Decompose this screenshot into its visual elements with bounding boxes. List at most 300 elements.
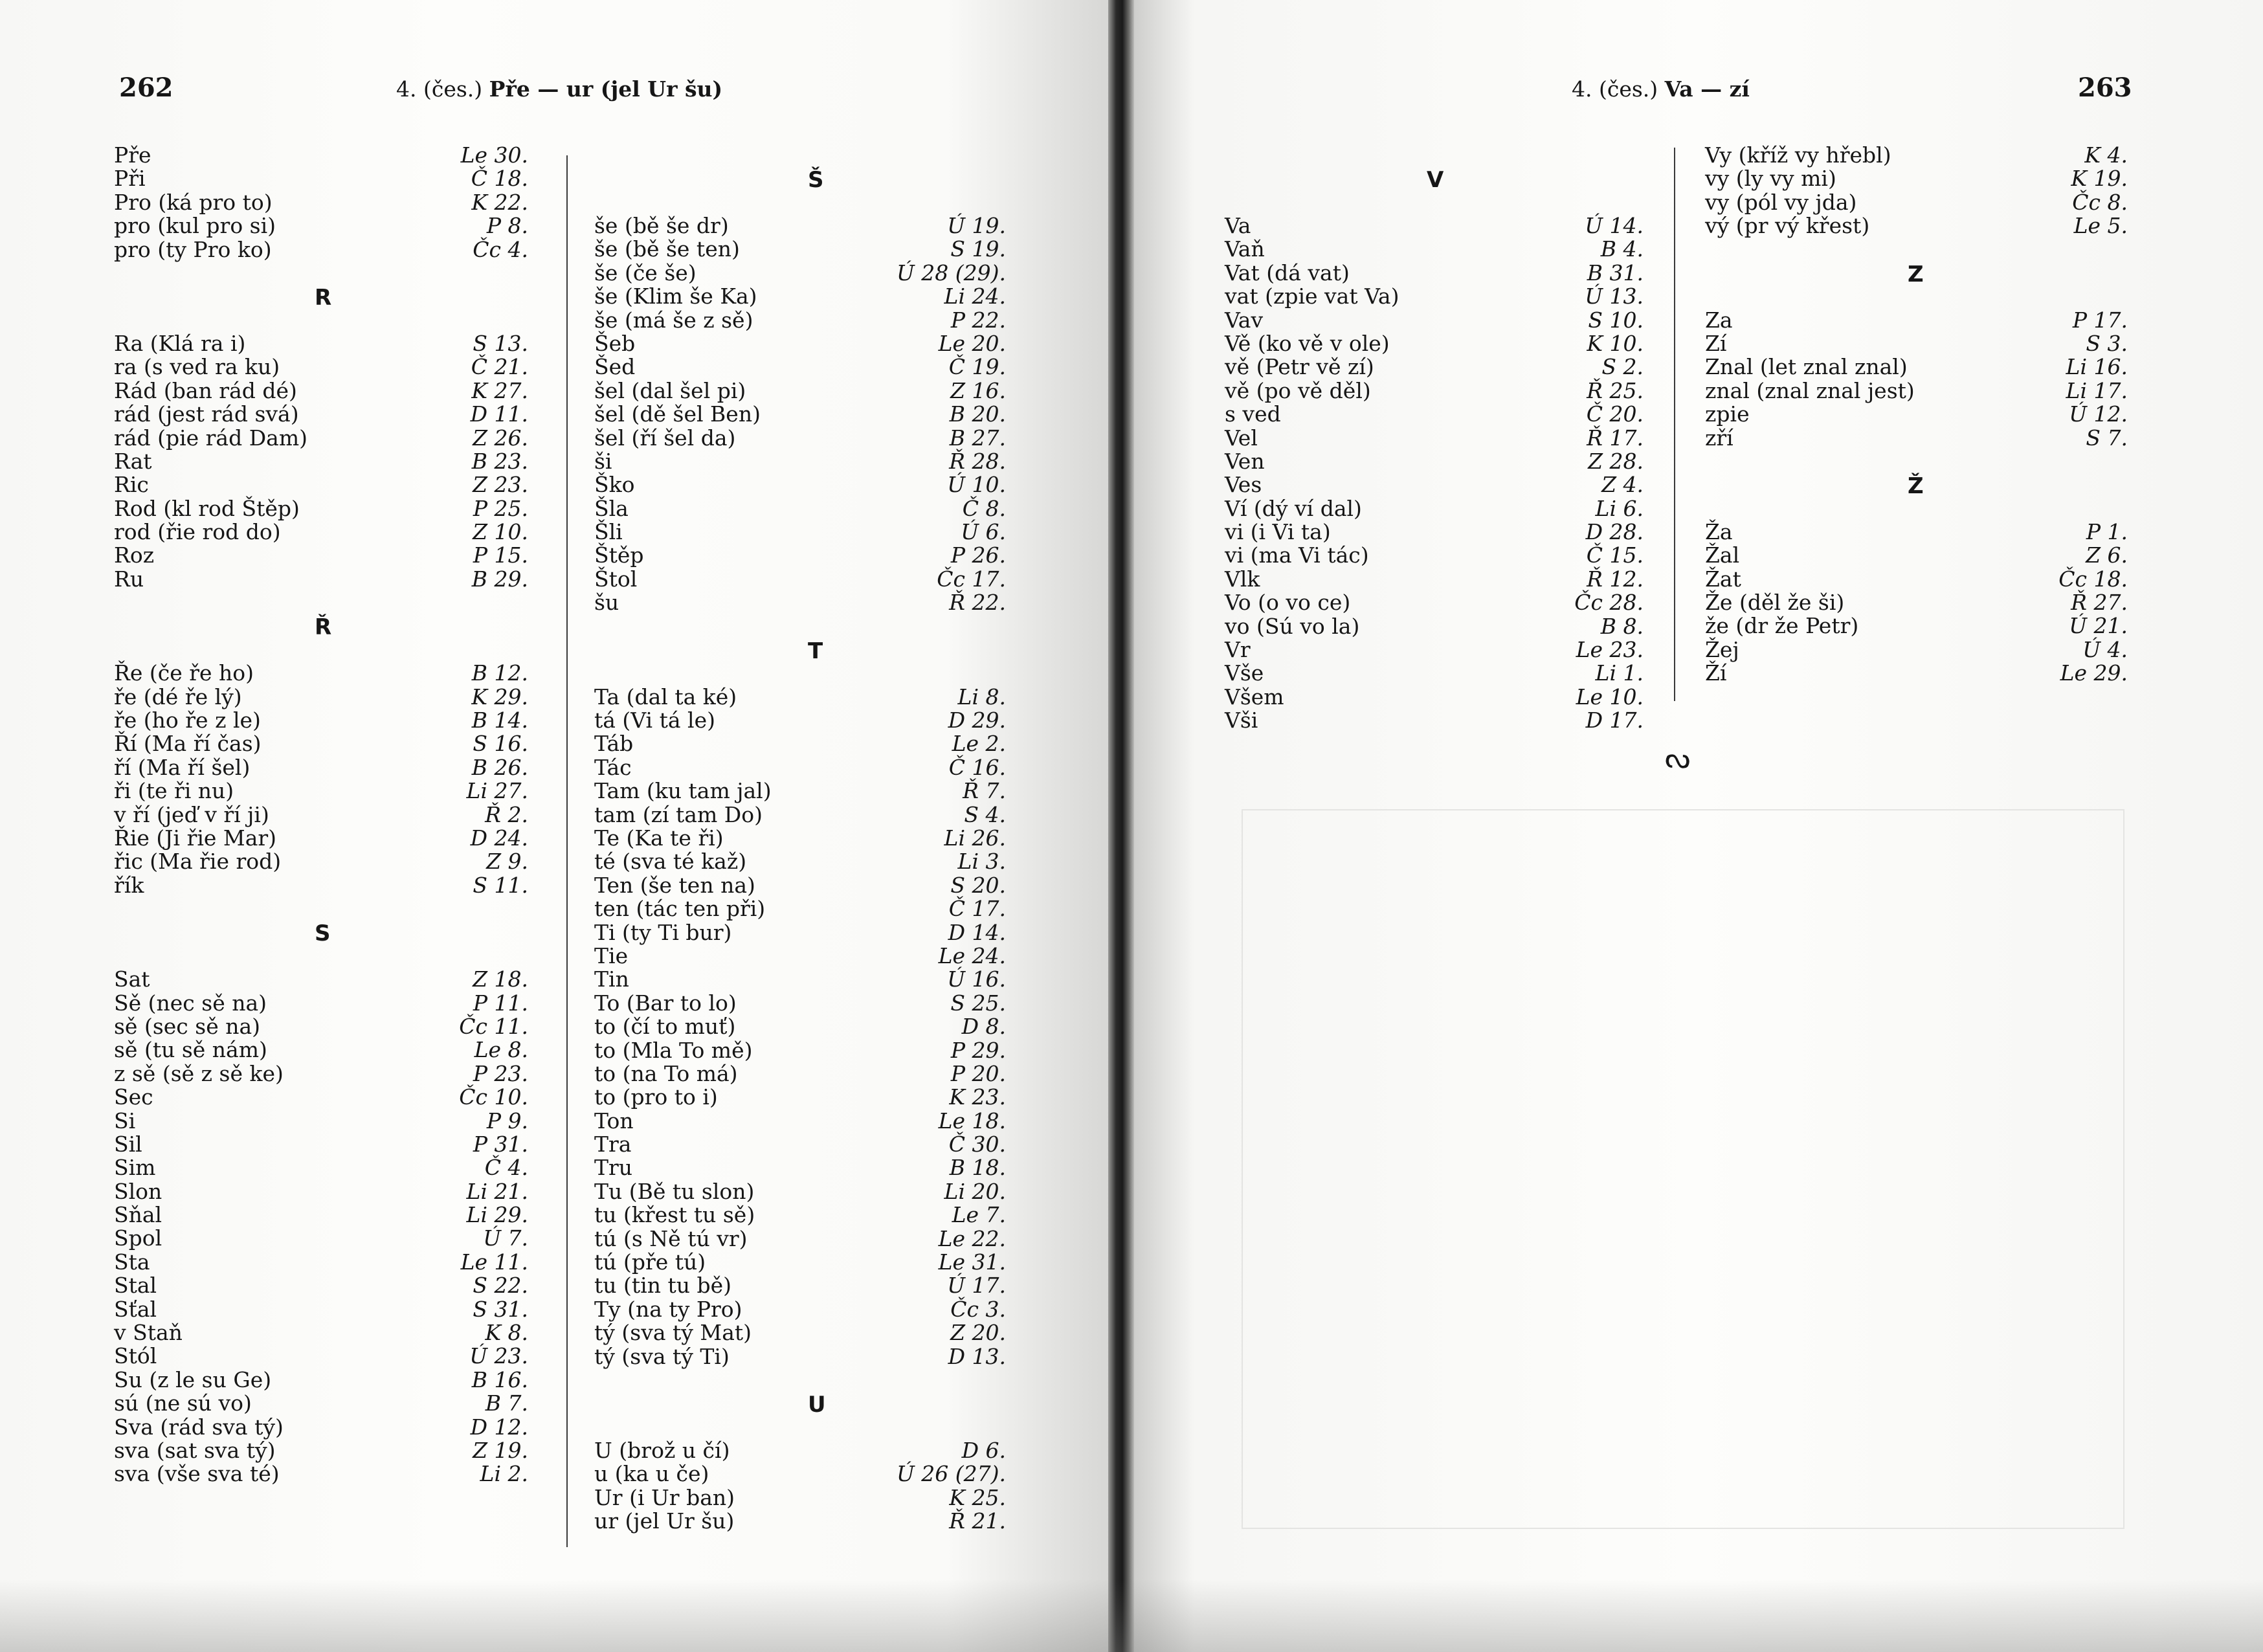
entry-word: Ti (ty Ti bur) — [594, 919, 732, 945]
index-entry — [114, 1345, 528, 1368]
entry-reference: B 18. — [949, 1155, 1006, 1181]
entry-word: Štol — [594, 566, 638, 592]
entry-reference: P 26. — [950, 542, 1006, 568]
index-entry — [1705, 662, 2128, 685]
section-letter-text: T — [808, 638, 823, 664]
index-entry — [1705, 332, 2128, 355]
entry-reference: Le 7. — [952, 1202, 1006, 1228]
faint-frame — [1242, 809, 2124, 1529]
entry-reference: K 22. — [471, 189, 528, 215]
section-letter-text: U — [808, 1391, 826, 1418]
index-entry — [1225, 591, 1644, 614]
entry-word: sva (vše sva té) — [114, 1461, 280, 1487]
entry-reference: Ú 28 (29). — [896, 260, 1006, 285]
entry-word: Že (děl že ši) — [1705, 590, 1845, 616]
index-entry — [114, 1439, 528, 1462]
index-entry — [1225, 214, 1644, 238]
index-entry — [114, 144, 528, 167]
entry-reference: B 7. — [485, 1390, 528, 1416]
entry-word: s ved — [1225, 401, 1281, 427]
index-entry — [594, 1156, 1006, 1179]
entry-word: Spol — [114, 1225, 162, 1251]
index-entry — [114, 1392, 528, 1415]
entry-word: zří — [1705, 425, 1733, 451]
entry-word: u (ka u če) — [594, 1461, 709, 1487]
entry-word: še (če še) — [594, 260, 697, 285]
index-entry — [1705, 614, 2128, 638]
entry-word: tu (křest tu sě) — [594, 1202, 755, 1228]
section-letter-text: Š — [808, 167, 824, 193]
entry-word: Sva (rád sva tý) — [114, 1414, 284, 1440]
entry-word: Žat — [1705, 566, 1741, 592]
index-entry — [1225, 686, 1644, 709]
entry-reference: Čc 8. — [2072, 189, 2128, 215]
entry-word: Za — [1705, 307, 1733, 333]
index-entry — [114, 662, 528, 685]
entry-word: tá (Vi tá le) — [594, 708, 715, 733]
index-entry — [594, 1321, 1006, 1345]
entry-reference: Le 2. — [952, 731, 1006, 757]
entry-word: Vel — [1225, 425, 1258, 451]
index-entry — [594, 1274, 1006, 1297]
entry-word: Ten (še ten na) — [594, 872, 755, 898]
entry-word: rád (pie rád Dam) — [114, 425, 307, 451]
index-entry — [114, 1321, 528, 1345]
entry-word: Při — [114, 166, 146, 192]
entry-reference: B 31. — [1587, 260, 1644, 285]
index-entry — [114, 191, 528, 214]
column-rule — [566, 155, 568, 1547]
entry-word: rád (jest rád svá) — [114, 401, 299, 427]
index-entry — [114, 1416, 528, 1439]
entry-reference: D 12. — [470, 1414, 528, 1440]
entry-reference: K 8. — [485, 1320, 528, 1346]
entry-word: Šeb — [594, 330, 636, 356]
entry-reference: P 17. — [2072, 307, 2128, 333]
entry-word: še (bě še ten) — [594, 236, 740, 262]
index-entry — [594, 379, 1006, 403]
entry-reference: Le 20. — [938, 330, 1006, 356]
index-entry — [114, 1086, 528, 1109]
entry-word: Vr — [1225, 637, 1251, 663]
index-entry — [1705, 167, 2128, 190]
index-entry — [1225, 662, 1644, 685]
entry-word: vě (po vě děl) — [1225, 377, 1371, 403]
entry-word: Šla — [594, 495, 629, 521]
entry-reference: D 17. — [1585, 708, 1644, 733]
section-letter — [594, 615, 1006, 686]
entry-word: Ur (i Ur ban) — [594, 1484, 735, 1510]
entry-word: zpie — [1705, 401, 1750, 427]
entry-word: Zí — [1705, 330, 1727, 356]
entry-word: Žal — [1705, 542, 1740, 568]
entry-reference: Z 28. — [1588, 448, 1644, 474]
entry-reference: S 3. — [2086, 330, 2128, 356]
entry-reference: Ř 27. — [2071, 590, 2128, 616]
entry-reference: Le 10. — [1576, 684, 1644, 709]
entry-reference: P 8. — [486, 213, 528, 239]
entry-word: Ty (na ty Pro) — [594, 1296, 742, 1322]
entry-word: Štěp — [594, 542, 644, 568]
section-letter — [114, 591, 528, 662]
entry-word: vý (pr vý křest) — [1705, 213, 1870, 239]
end-ornament: ᔓ — [1665, 742, 1691, 775]
index-entry — [114, 450, 528, 473]
entry-reference: Ř 7. — [963, 778, 1006, 804]
entry-reference: P 1. — [2086, 519, 2128, 544]
index-entry — [594, 309, 1006, 332]
index-entry — [1225, 403, 1644, 426]
index-entry — [1225, 332, 1644, 355]
section-letter-text: V — [1427, 167, 1444, 193]
entry-reference: Ř 21. — [949, 1508, 1006, 1534]
index-entry — [114, 1156, 528, 1179]
entry-reference: S 11. — [473, 872, 528, 898]
entry-reference: P 29. — [950, 1037, 1006, 1063]
entry-word: Ton — [594, 1108, 634, 1133]
entry-word: Tie — [594, 943, 629, 968]
page-number-right: 263 — [2078, 73, 2132, 103]
entry-reference: Le 23. — [1576, 637, 1644, 663]
entry-reference: P 9. — [486, 1108, 528, 1133]
entry-word: To (Bar to lo) — [594, 990, 737, 1016]
entry-reference: Čc 18. — [2058, 566, 2128, 592]
entry-reference: Le 31. — [938, 1249, 1006, 1275]
entry-word: v ří (jeď v ří ji) — [114, 801, 269, 827]
index-entry — [594, 732, 1006, 755]
entry-word: Vaň — [1225, 236, 1265, 262]
entry-reference: D 11. — [470, 401, 528, 427]
entry-reference: B 14. — [471, 708, 528, 733]
index-entry — [114, 379, 528, 403]
entry-reference: K 19. — [2071, 166, 2128, 192]
entry-reference: Č 30. — [948, 1132, 1006, 1157]
entry-word: té (sva té kaž) — [594, 849, 747, 875]
index-entry — [114, 827, 528, 850]
index-entry — [114, 473, 528, 497]
entry-word: Vše — [1225, 660, 1264, 686]
entry-reference: S 13. — [473, 330, 528, 356]
entry-reference: Čc 17. — [937, 566, 1006, 592]
entry-word: vi (ma Vi tác) — [1225, 542, 1369, 568]
entry-word: Va — [1225, 213, 1251, 238]
entry-reference: Č 17. — [948, 896, 1006, 922]
entry-word: Slon — [114, 1178, 162, 1204]
entry-reference: P 20. — [950, 1060, 1006, 1086]
index-entry — [594, 591, 1006, 614]
entry-word: sě (sec sě na) — [114, 1013, 261, 1039]
entry-reference: Li 8. — [957, 684, 1006, 709]
entry-reference: P 23. — [473, 1060, 528, 1086]
entry-word: Ves — [1225, 472, 1262, 498]
entry-word: Sťal — [114, 1296, 157, 1322]
entry-word: pro (kul pro si) — [114, 213, 276, 239]
entry-reference: K 10. — [1587, 330, 1644, 356]
index-entry — [594, 1086, 1006, 1109]
entry-reference: Z 20. — [950, 1320, 1006, 1346]
entry-reference: Li 24. — [944, 284, 1006, 309]
entry-reference: D 28. — [1585, 519, 1644, 545]
entry-reference: Ú 10. — [947, 472, 1006, 498]
entry-word: Tra — [594, 1132, 632, 1157]
entry-word: Vo (o vo ce) — [1225, 590, 1351, 616]
index-entry — [594, 1227, 1006, 1251]
index-entry — [114, 1203, 528, 1227]
section-letter — [114, 897, 528, 968]
entry-reference: Z 23. — [473, 472, 528, 498]
entry-reference: Li 16. — [2066, 354, 2128, 380]
running-head-prefix: 4. (čes.) — [1572, 76, 1658, 102]
index-entry — [594, 544, 1006, 567]
index-entry — [114, 520, 528, 544]
entry-word: Ško — [594, 472, 635, 498]
index-entry — [114, 874, 528, 897]
index-entry — [594, 779, 1006, 803]
entry-reference: B 26. — [471, 754, 528, 780]
index-entry — [1225, 427, 1644, 450]
entry-word: ři (te ři nu) — [114, 778, 234, 804]
index-entry — [1705, 568, 2128, 591]
index-entry — [594, 921, 1006, 944]
entry-word: Vě (ko vě v ole) — [1225, 330, 1390, 356]
section-letter — [1705, 238, 2128, 309]
running-head-range: Va — zí — [1664, 76, 1750, 102]
index-entry — [594, 1203, 1006, 1227]
entry-reference: Z 18. — [473, 966, 528, 992]
index-entry — [114, 1462, 528, 1486]
entry-word: pro (ty Pro ko) — [114, 236, 272, 262]
entry-word: Ží — [1705, 660, 1727, 686]
index-entry — [114, 732, 528, 755]
entry-reference: D 14. — [948, 919, 1006, 945]
index-entry — [1705, 427, 2128, 450]
index-entry — [594, 1462, 1006, 1486]
entry-reference: Ú 12. — [2069, 401, 2128, 427]
index-entry — [114, 544, 528, 567]
index-entry — [114, 214, 528, 238]
index-entry — [594, 686, 1006, 709]
entry-reference: B 27. — [949, 425, 1006, 451]
entry-reference: D 6. — [961, 1437, 1006, 1463]
entry-reference: Z 10. — [473, 519, 528, 545]
entry-reference: Z 9. — [486, 849, 528, 875]
entry-word: ří (Ma ří šel) — [114, 754, 251, 780]
entry-word: Ře (če ře ho) — [114, 660, 254, 686]
entry-word: ur (jel Ur šu) — [594, 1508, 735, 1534]
entry-reference: Č 16. — [948, 754, 1006, 780]
entry-word: Sě (nec sě na) — [114, 990, 267, 1016]
entry-reference: Ú 21. — [2069, 613, 2128, 639]
entry-word: Ra (Klá ra i) — [114, 330, 246, 356]
right-page-column-1 — [1225, 144, 1644, 733]
index-entry — [594, 427, 1006, 450]
entry-reference: D 8. — [961, 1014, 1006, 1040]
index-entry — [594, 1133, 1006, 1156]
section-letter — [1705, 450, 2128, 520]
index-entry — [594, 1062, 1006, 1086]
entry-reference: S 7. — [2086, 425, 2128, 451]
entry-word: vy (ly vy mi) — [1705, 166, 1836, 192]
index-entry — [114, 497, 528, 520]
entry-word: Ža — [1705, 519, 1733, 544]
entry-word: Šli — [594, 519, 623, 545]
index-entry — [114, 355, 528, 379]
entry-word: Vši — [1225, 708, 1258, 733]
index-entry — [1705, 355, 2128, 379]
entry-reference: Z 6. — [2086, 542, 2128, 568]
entry-reference: Č 19. — [948, 354, 1006, 380]
index-entry — [1705, 638, 2128, 662]
entry-word: Vy (kříž vy hřebl) — [1705, 142, 1891, 168]
index-entry — [594, 803, 1006, 827]
entry-word: Sta — [114, 1249, 150, 1275]
entry-reference: Le 29. — [2060, 660, 2128, 686]
entry-reference: Li 27. — [466, 778, 528, 804]
entry-word: Te (Ka te ři) — [594, 825, 724, 851]
entry-reference: Ř 28. — [949, 448, 1006, 474]
section-letter — [1225, 144, 1644, 214]
index-entry — [114, 1274, 528, 1297]
index-entry — [594, 1486, 1006, 1510]
index-entry — [114, 968, 528, 991]
entry-reference: Le 8. — [474, 1037, 528, 1063]
running-head-left — [396, 76, 722, 102]
index-entry — [1705, 544, 2128, 567]
entry-word: Tác — [594, 754, 632, 780]
index-entry — [594, 944, 1006, 968]
index-entry — [1225, 473, 1644, 497]
index-entry — [114, 1227, 528, 1250]
entry-reference: S 22. — [473, 1273, 528, 1299]
index-entry — [594, 827, 1006, 850]
entry-reference: Z 16. — [950, 377, 1006, 403]
entry-reference: K 4. — [2084, 142, 2128, 168]
entry-word: tú (pře tú) — [594, 1249, 706, 1275]
entry-word: Sim — [114, 1155, 156, 1181]
entry-word: Ru — [114, 566, 144, 592]
index-entry — [114, 686, 528, 709]
entry-reference: Č 15. — [1586, 542, 1644, 568]
index-entry — [114, 1038, 528, 1062]
index-entry — [1225, 615, 1644, 638]
entry-reference: Ú 23. — [469, 1343, 528, 1369]
entry-reference: K 25. — [949, 1484, 1006, 1510]
index-entry — [114, 1298, 528, 1321]
index-entry — [594, 238, 1006, 261]
entry-word: še (bě še dr) — [594, 213, 729, 238]
index-entry — [594, 214, 1006, 238]
left-page-column-1 — [114, 144, 528, 1486]
entry-word: Ric — [114, 472, 149, 498]
entry-word: Ven — [1225, 448, 1265, 474]
entry-reference: B 4. — [1600, 236, 1644, 262]
entry-word: Vat (dá vat) — [1225, 260, 1350, 285]
entry-word: Stól — [114, 1343, 157, 1369]
entry-reference: Č 8. — [962, 495, 1006, 521]
index-entry — [1705, 403, 2128, 426]
index-entry — [114, 1062, 528, 1086]
index-entry — [1225, 262, 1644, 285]
entry-word: Tru — [594, 1155, 633, 1181]
entry-reference: Ú 14. — [1585, 213, 1644, 238]
entry-reference: Li 6. — [1595, 495, 1644, 521]
index-entry — [114, 709, 528, 732]
entry-word: ře (dé ře lý) — [114, 684, 242, 709]
entry-reference: Ú 17. — [947, 1273, 1006, 1299]
index-entry — [1705, 214, 2128, 238]
entry-word: Tu (Bě tu slon) — [594, 1178, 755, 1204]
entry-reference: Z 19. — [473, 1437, 528, 1463]
entry-reference: Ú 6. — [961, 519, 1006, 545]
index-entry — [594, 450, 1006, 473]
entry-reference: Le 22. — [938, 1225, 1006, 1251]
entry-reference: Li 17. — [2066, 377, 2128, 403]
entry-word: vat (zpie vat Va) — [1225, 284, 1399, 309]
entry-reference: Č 20. — [1586, 401, 1644, 427]
index-entry — [114, 403, 528, 426]
entry-reference: B 23. — [471, 448, 528, 474]
index-entry — [1705, 591, 2128, 614]
entry-word: Ví (dý ví dal) — [1225, 495, 1362, 521]
index-entry — [114, 1180, 528, 1203]
entry-reference: S 20. — [950, 872, 1006, 898]
index-entry — [1225, 355, 1644, 379]
entry-reference: Le 18. — [938, 1108, 1006, 1133]
entry-word: Vav — [1225, 307, 1264, 333]
entry-reference: Z 26. — [473, 425, 528, 451]
index-entry — [594, 1439, 1006, 1462]
entry-reference: B 16. — [471, 1367, 528, 1392]
entry-reference: Le 24. — [938, 943, 1006, 968]
entry-word: tú (s Ně tú vr) — [594, 1225, 748, 1251]
left-page-column-2 — [594, 144, 1006, 1534]
entry-reference: Ř 22. — [949, 590, 1006, 616]
entry-word: tý (sva tý Mat) — [594, 1320, 752, 1346]
entry-reference: K 29. — [471, 684, 528, 709]
entry-reference: Li 21. — [466, 1178, 528, 1204]
index-entry — [594, 1510, 1006, 1533]
entry-reference: P 31. — [473, 1131, 528, 1157]
page-shadow — [0, 1579, 2263, 1652]
entry-reference: Ú 13. — [1585, 284, 1644, 309]
entry-word: Táb — [594, 731, 634, 757]
index-entry — [594, 403, 1006, 426]
entry-word: šel (dal šel pi) — [594, 377, 746, 403]
page-number-left: 262 — [119, 73, 173, 103]
index-entry — [594, 497, 1006, 520]
entry-reference: Le 5. — [2073, 213, 2128, 239]
section-letter-text: Ž — [1908, 473, 1924, 499]
index-entry — [594, 1298, 1006, 1321]
entry-reference: Čc 3. — [950, 1296, 1006, 1322]
entry-word: ře (ho ře z le) — [114, 708, 261, 733]
entry-word: še (má še z sě) — [594, 307, 753, 333]
entry-word: šu — [594, 590, 619, 616]
index-entry — [1705, 309, 2128, 332]
entry-word: U (brož u čí) — [594, 1437, 730, 1463]
entry-reference: P 11. — [473, 990, 528, 1016]
entry-reference: B 12. — [471, 660, 528, 686]
entry-reference: D 13. — [948, 1343, 1006, 1369]
entry-reference: K 23. — [949, 1084, 1006, 1110]
entry-reference: S 10. — [1588, 307, 1644, 333]
index-entry — [114, 332, 528, 355]
entry-word: Všem — [1225, 684, 1284, 709]
index-entry — [114, 1015, 528, 1038]
entry-reference: S 19. — [950, 236, 1006, 262]
entry-reference: Ř 25. — [1587, 377, 1644, 403]
entry-word: Ta (dal ta ké) — [594, 684, 737, 709]
